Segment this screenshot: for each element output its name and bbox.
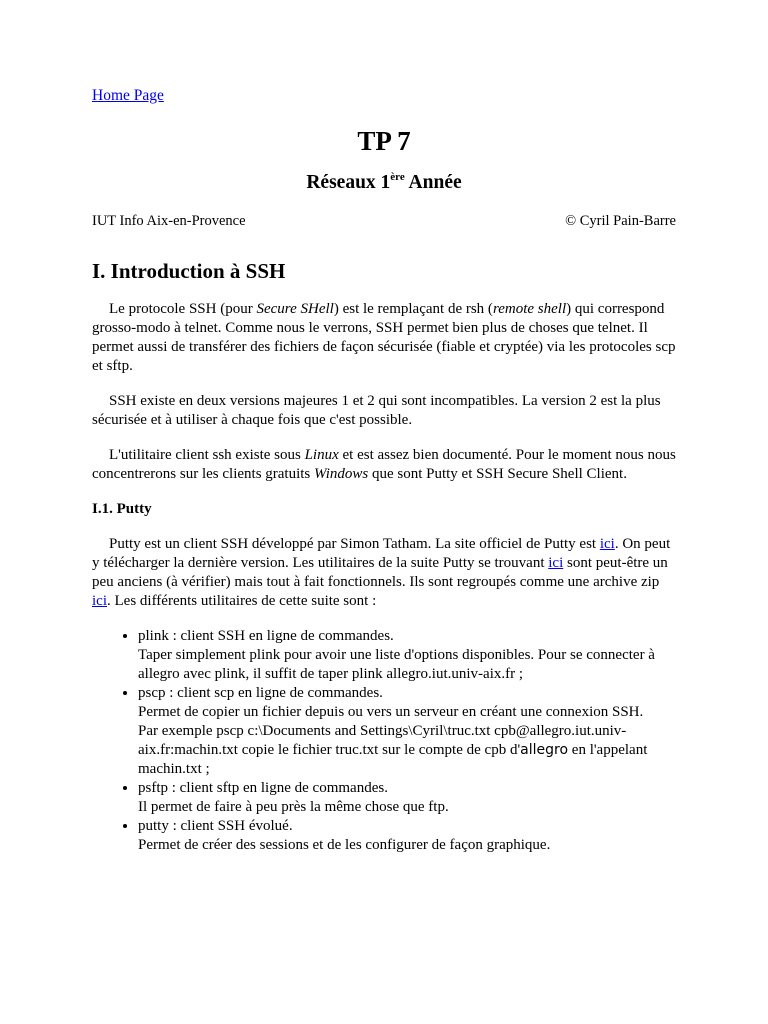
item-title: psftp : client sftp en ligne de commandes. (138, 780, 388, 796)
subtitle-suffix: Année (404, 172, 462, 193)
link-putty-zip[interactable]: ici (92, 593, 107, 609)
paragraph-putty (92, 535, 676, 611)
emphasis-text: Secure SHell (256, 301, 334, 317)
putty-tools-list (92, 627, 676, 855)
text-span: ) est le remplaçant de rsh ( (333, 301, 493, 317)
item-title: pscp : client scp en ligne de commandes. (138, 685, 383, 701)
text-span: . Les différents utilitaires de cette suite sont : (107, 593, 377, 609)
emphasis-text: remote shell (492, 301, 567, 317)
item-example: Par exemple pscp c:\Documents and Settings\Cyril\truc.txt cpb@allegro.iut.univ-aix.fr:machin.txt copie le fichier truc.txt sur le compte de cpb d' (138, 723, 627, 758)
list-item-putty (138, 817, 676, 855)
item-title: putty : client SSH évolué. (138, 818, 293, 834)
item-description: Permet de copier un fichier depuis ou vers un serveur en créant une connexion SSH. (138, 704, 644, 720)
monospace-hostname: allegro (520, 742, 569, 758)
list-item-psftp (138, 779, 676, 817)
text-span: ) qui correspond grosso-modo à telnet. Comme nous le verrons, SSH permet bien plus de choses que telnet. Il permet aussi de transférer des fichiers de façon sécurisée (fiable et cryptée) via les protocoles scp et sftp. (92, 301, 676, 374)
link-putty-suite[interactable]: ici (548, 555, 564, 571)
text-span: Le protocole SSH (pour (109, 301, 257, 317)
item-description: Il permet de faire à peu près la même chose que ftp. (138, 799, 449, 815)
section-heading-intro-ssh: I. Introduction à SSH (92, 259, 286, 283)
list-item-pscp (138, 684, 676, 779)
text-span: et est assez bien documenté. Pour le moment nous nous concentrerons sur les clients gratuits (92, 447, 676, 482)
link-putty-official[interactable]: ici (599, 536, 615, 552)
paragraph-ssh-clients (92, 446, 676, 484)
page-subtitle (92, 171, 676, 195)
paragraph-ssh-protocol (92, 300, 676, 376)
page-title: TP 7 (357, 126, 411, 156)
text-span: que sont Putty et SSH Secure Shell Client. (368, 466, 627, 482)
emphasis-text: Windows (314, 466, 369, 482)
item-title: plink : client SSH en ligne de commandes. (138, 628, 394, 644)
subsection-heading-putty: I.1. Putty (92, 501, 152, 517)
subtitle-superscript: ère (390, 171, 405, 183)
emphasis-text: Linux (304, 447, 339, 463)
item-example-end: en l'appelant machin.txt ; (138, 742, 648, 777)
institution: IUT Info Aix-en-Provence (92, 213, 246, 229)
paragraph-ssh-versions: SSH existe en deux versions majeures 1 et 2 qui sont incompatibles. La version 2 est la plus sécurisée et à utiliser à chaque fois que c'est possible. (92, 393, 661, 428)
text-span: sont peut-être un peu anciens (à vérifier) mais tout à fait fonctionnels. Ils sont regroupés comme une archive zip (92, 555, 668, 590)
text-span: . On peut y télécharger la dernière version. Les utilitaires de la suite Putty se trouvant (92, 536, 671, 571)
text-span: L'utilitaire client ssh existe sous (109, 447, 305, 463)
text-span: Putty est un client SSH développé par Simon Tatham. La site officiel de Putty est (109, 536, 600, 552)
document-meta (92, 212, 676, 230)
subtitle-text: Réseaux 1 (306, 172, 391, 193)
item-description: Taper simplement plink pour avoir une liste d'options disponibles. Pour se connecter à allegro avec plink, il suffit de taper plink allegro.iut.univ-aix.fr ; (138, 647, 655, 682)
list-item-plink (138, 627, 676, 684)
item-description: Permet de créer des sessions et de les configurer de façon graphique. (138, 837, 551, 853)
home-page-link[interactable]: Home Page (92, 87, 164, 104)
copyright: © Cyril Pain-Barre (565, 213, 676, 229)
